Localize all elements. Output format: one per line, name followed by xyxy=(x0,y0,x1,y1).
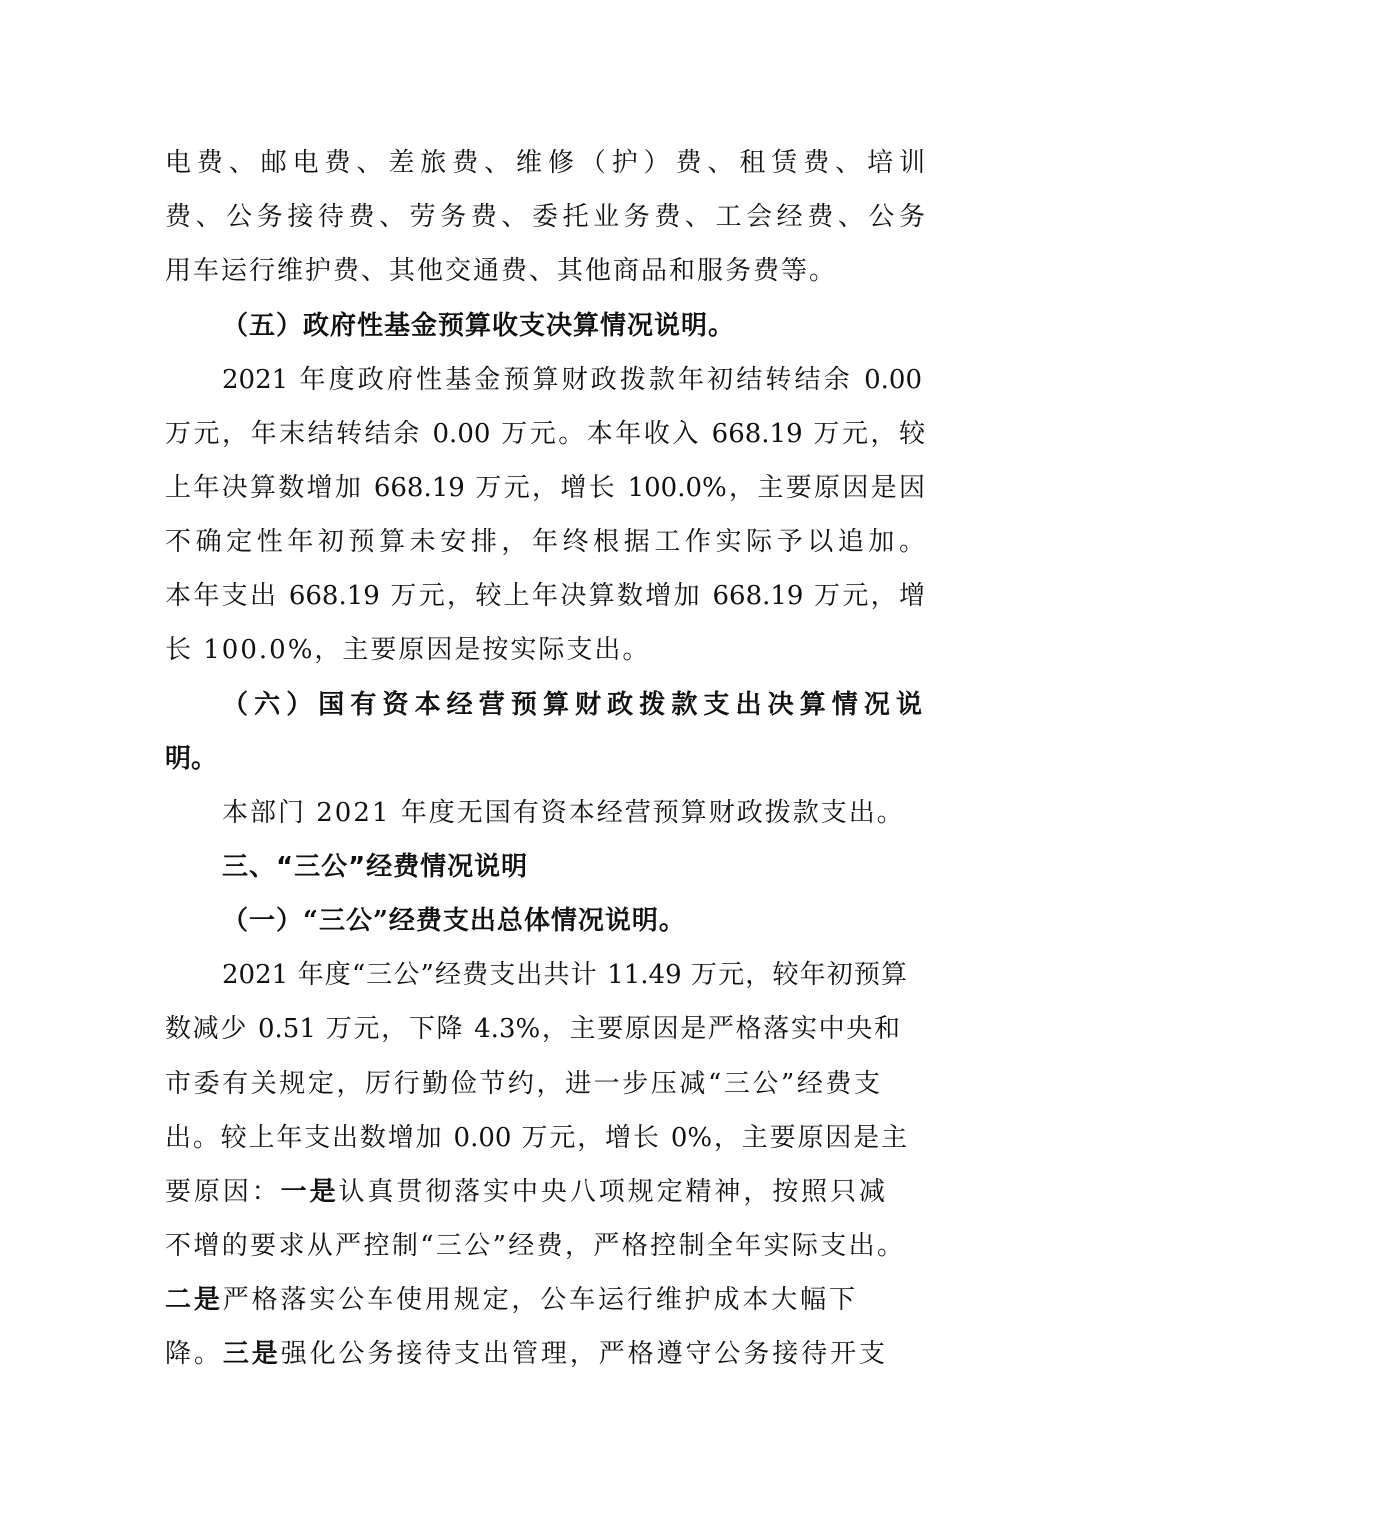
text-line-1: 电费、邮电费、差旅费、维修（护）费、租赁费、培训 xyxy=(165,148,925,178)
paragraph-7-line-7 xyxy=(165,1280,855,1320)
text-line-2: 费、公务接待费、劳务费、委托业务费、工会经费、公务 xyxy=(165,202,925,232)
section-heading-6-line-2: 明。 xyxy=(165,744,218,774)
emphasis-text: 三是 xyxy=(222,1339,281,1369)
paragraph-6-line-1: 本部门 2021 年度无国有资本经营预算财政拨款支出。 xyxy=(222,798,905,828)
text-segment: 严格落实公车使用规定，公车运行维护成本大幅下 xyxy=(222,1285,855,1315)
section-heading-3-1: （一）“三公”经费支出总体情况说明。 xyxy=(222,906,686,936)
emphasis-text: 一是 xyxy=(280,1177,339,1207)
paragraph-7-line-1: 2021 年度“三公”经费支出共计 11.49 万元，较年初预算 xyxy=(222,960,907,990)
text-segment: 降。 xyxy=(165,1339,223,1369)
paragraph-7-line-5 xyxy=(165,1172,885,1212)
paragraph-5-line-5: 本年支出 668.19 万元，较上年决算数增加 668.19 万元，增 xyxy=(165,581,925,611)
paragraph-5-line-6: 长 100.0%，主要原因是按实际支出。 xyxy=(165,635,651,665)
paragraph-7-line-4: 出。较上年支出数增加 0.00 万元，增长 0%，主要原因是主 xyxy=(165,1123,907,1153)
text-line-3: 用车运行维护费、其他交通费、其他商品和服务费等。 xyxy=(165,256,838,286)
section-heading-6-line-1: （六）国有资本经营预算财政拨款支出决算情况说 xyxy=(222,690,922,720)
paragraph-7-line-2: 数减少 0.51 万元，下降 4.3%，主要原因是严格落实中央和 xyxy=(165,1014,900,1044)
text-segment: 认真贯彻落实中央八项规定精神，按照只减 xyxy=(338,1177,885,1207)
emphasis-text: 二是 xyxy=(165,1285,223,1315)
paragraph-5-line-2: 万元，年末结转结余 0.00 万元。本年收入 668.19 万元，较 xyxy=(165,419,925,449)
section-heading-5: （五）政府性基金预算收支决算情况说明。 xyxy=(222,311,736,341)
paragraph-5-line-3: 上年决算数增加 668.19 万元，增长 100.0%，主要原因是因 xyxy=(165,473,925,503)
paragraph-7-line-8 xyxy=(165,1334,885,1374)
paragraph-5-line-1: 2021 年度政府性基金预算财政拨款年初结转结余 0.00 xyxy=(222,365,922,395)
paragraph-7-line-6: 不增的要求从严控制“三公”经费，严格控制全年实际支出。 xyxy=(165,1231,903,1261)
text-segment: 强化公务接待支出管理，严格遵守公务接待开支 xyxy=(280,1339,885,1369)
paragraph-7-line-3: 市委有关规定，厉行勤俭节约，进一步压减“三公”经费支 xyxy=(165,1069,880,1099)
paragraph-5-line-4: 不确定性年初预算未安排，年终根据工作实际予以追加。 xyxy=(165,527,925,557)
section-heading-three: 三、“三公”经费情况说明 xyxy=(222,852,529,882)
text-segment: 要原因： xyxy=(165,1177,281,1207)
